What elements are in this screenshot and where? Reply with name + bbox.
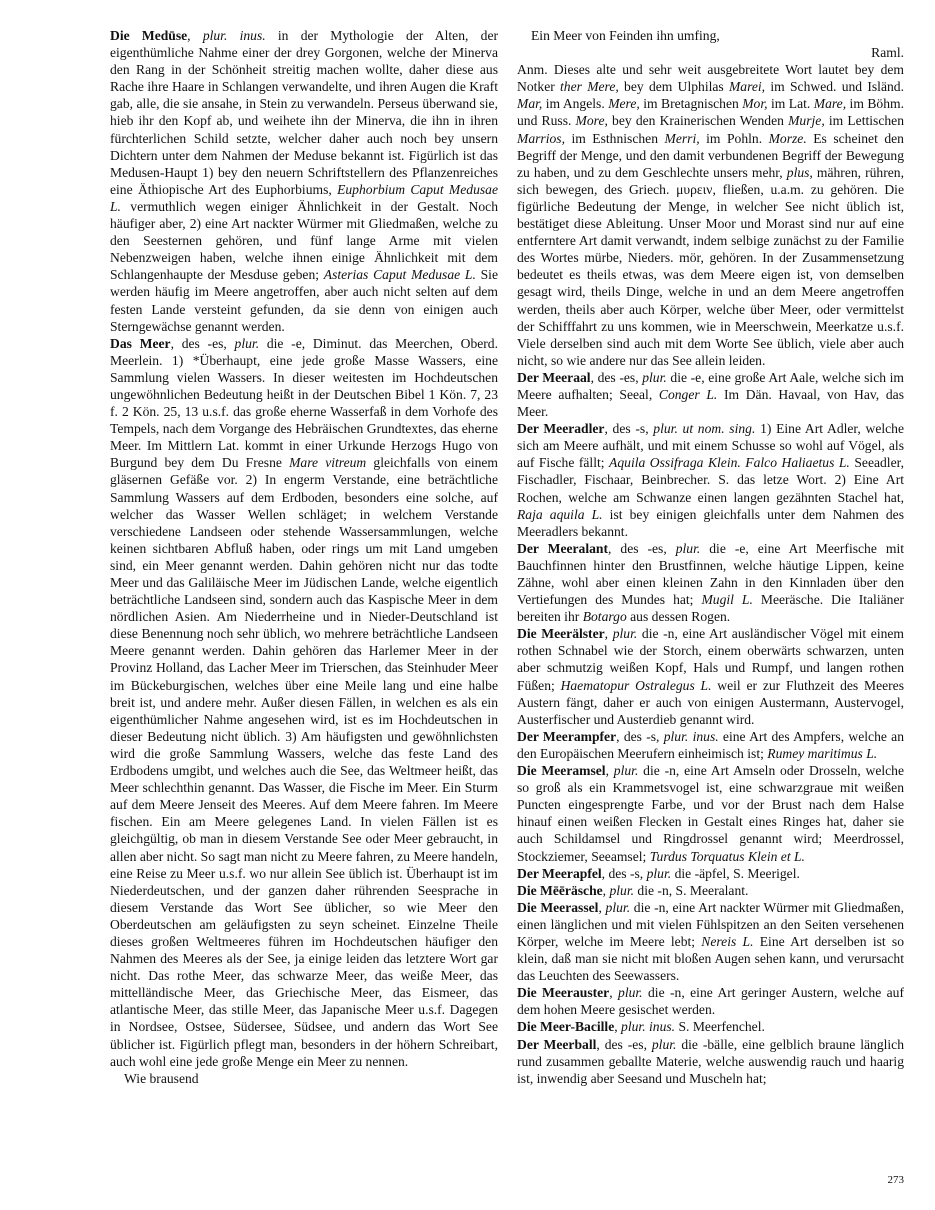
entry-meerball — [517, 1036, 904, 1087]
entry-meerapfel — [517, 865, 904, 882]
entry-text: im Bretagnischen — [639, 96, 743, 112]
entry-italic: plur. — [605, 899, 631, 915]
entry-text: die -n, eine Art geringer Austern, welche auf dem hohen Meere gesischet werden. — [517, 985, 905, 1018]
entry-meerampfer — [517, 728, 904, 762]
page-number: 273 — [887, 1174, 904, 1186]
entry-italic: plur. — [609, 882, 635, 898]
entry-text: im Lettischen — [824, 113, 904, 129]
entry-italic: ther Mere, — [560, 79, 619, 95]
entry-text: weil er zur Fluthzeit des Meeres Austern fängt, daher er auch von einigen Austermann, Austervogel, Austerfischer und Austerdieb genannt wird. — [517, 677, 904, 727]
entry-text: die -bälle, eine gelblich braune länglich rund zusammen geballte Materie, welche auswendig rauch und haarig ist, inwendig aber Seesand und Muscheln hat; — [517, 1036, 904, 1086]
entry-text: die -n, S. Meeralant. — [634, 882, 749, 898]
entry-italic: plur. ut nom. sing. — [653, 421, 756, 437]
entry-text: im Pohln. — [699, 130, 769, 146]
entry-text: , des -es, — [596, 1036, 652, 1052]
entry-text: , des -es, — [608, 540, 676, 556]
quote-line: Ein Meer von Feinden ihn umfing, — [531, 28, 720, 43]
entry-meerauster — [517, 984, 904, 1018]
headword: Der Meeraal — [517, 369, 591, 385]
entry-italic: Mor, — [742, 96, 768, 112]
entry-text: mähren, rühren, sich bewegen, des Griech. μυρειν, fließen, u.a.m. zu gehören. Die figürliche Bedeutung der Menge, in welcher See nicht üblich ist, bestätiget diese Ableitung. Unser Moor und Morast sind nur auf eine entferntere Art damit verwandt, indem selbige zunächst zu der Familie des Wortes mürbe, Nieders. mör, gehören. In der Zusammensetzung bedeutet es theils etwas, was dem Meere eigen ist, von demselben gesagt wird, theils Dinge, welche in und an dem Meere angetroffen werden, theils aber auch Körper, welche über Meer, oder vermittelst der Schifffahrt zu uns kommen, wie in Meerschwein, Meerkatze u.s.f. Viele derselben sind auch mit dem Worte See üblich, viele aber auch nicht, so wie andere nur das See allein leiden. — [517, 164, 904, 368]
entry-text: , des -s, — [616, 728, 664, 744]
entry-text: ist bey einigen gleichfalls unter dem Nahmen des Meeradlers bekannt. — [517, 506, 904, 539]
entry-text: aus dessen Rogen. — [626, 609, 731, 625]
entry-text: 1) Eine Art Adler, welche sich am Meere aufhält, und mit einem Schusse so wohl auf Vögel, als auf Fische fällt; — [517, 421, 904, 471]
entry-italic: Rumey maritimus L. — [767, 745, 878, 761]
entry-meer — [110, 335, 498, 1070]
entry-italic: Haematopur Ostralegus L. — [560, 677, 712, 693]
entry-italic: Botargo — [582, 609, 627, 625]
entry-text: , — [602, 882, 610, 898]
entry-text: Sie werden häufig im Meere angetroffen, aber auch nicht selten auf dem festen Lande versteint gefunden, da sie denn von einigen auch Sterngewächse genannt werden. — [110, 267, 498, 334]
entry-italic: Mare, — [813, 96, 847, 112]
headword: Die Meer-Bacille — [517, 1019, 615, 1035]
headword: Der Meerampfer — [517, 728, 617, 744]
entry-text: gleichfalls von einem gläsernen Gefäße vor. 2) In engerm Verstande, eine beträchtliche Sammlung Wassers auf dem Erdboden, besonders eine solche, auf welcher das Wasser Wellen schläget; in welchem Verstande verschiedene Landseen oder stehende Wassersammlungen, welche keinen sichtbaren Abfluß haben, oder rings um mit Land umgeben sind, ein Meer genannt werden. Dahin gehören nicht nur das todte Meer und das Galiläische Meer im Jüdischen Lande, welche eigentlich beträchtliche Landseen sind, sondern auch das Kaspische Meer in dem nördlichen Asien. Am Niederrheine und in Nieder-Deutschland ist diese Benennung noch sehr üblich, wo mehrere beträchtliche Landseen Meere genannt werden. Dahin gehören das Harlemer Meer in der Provinz Holland, das Lacher Meer im Trierschen, das Steinhuder Meer im Bückeburgischen, welches über eine Meile lang und eine halbe breit ist, und andere mehr. Außer diesen Fällen, in welchen es als ein eigenthümlicher Nahme angesehen wird, ist es im Hochdeutschen in dieser Bedeutung nicht üblich. 3) Am häufigsten und gewöhnlichsten wird die große Sammlung Wassers, welche das feste Land des Erdbodens umgibt, und welches auch die See, das Weltmeer heißt, das Meer schlechthin genannt. Das Wasser, die Fische im Meer. Ein Sturm auf dem Meere Jenseit des Meeres. Auf dem Meere fahren. Im Meere fischen. Ein am Meere gelegenes Land. In vielen Fällen ist es gleichgültig, ob man in diesem Verstande See oder Meer gebraucht, in allen aber nicht. So sagt man nicht zu Meere fahren, zu Meere handeln, eine Reise zu Meer u.s.f. wo nur allein See üblich ist. Überhaupt ist im Niederdeutschen, und der ganzen daher rührenden Seesprache in diesem Verstande das Wort See üblicher, so wie Meer den Oberdeutschen am geläufigsten zu seyn scheinet. Einzelne Theile dieses großen Weltmeeres führen im Hochdeutschen häufiger den Nahmen des Meeres als der See, ja einige leiden das letztere Wort gar nicht. Das rothe Meer, das schwarze Meer, das weiße Meer, das mittelländische Meer, das Griechische Meer, das Eismeer, das atlantische Meer, das stille Meer, das Japanische Meer u.s.f. Dagegen in Nordsee, Ostsee, Südersee, Südsee, und andern das Wort See üblicher ist. Figürlich pflegt man, besonders in der höhern Schreibart, auch wohl eine jede große Menge ein Meer zu nennen. — [110, 455, 499, 1069]
entry-text: die -e, eine Art Meerfische mit Bauchfinnen hinter den Brustfinnen, welche häutige Lippen, keine Zähne, wohl aber einen kleinen Zahn in den Kinnladen über den Vertiefungen des Mundes hat; — [517, 540, 904, 608]
quote-author: Raml. — [871, 45, 904, 61]
entry-text: Anm. Dieses alte und sehr weit ausgebreitete Wort lautet bey dem Notker — [517, 62, 904, 95]
headword: Der Meerapfel — [517, 865, 602, 881]
entry-meerbacille — [517, 1018, 904, 1035]
entry-meeralant — [517, 540, 904, 625]
entry-text: Meeräsche. Die Italiäner bereiten ihr — [517, 592, 905, 625]
entry-text: bey den Krainerischen Wenden — [607, 113, 789, 129]
entry-text: , des -es, — [170, 335, 235, 351]
entry-text: Eine Art derselben ist so klein, daß man sie nicht mit bloßen Augen sehen kann, und verursacht das Leuchten des Seewassers. — [517, 933, 905, 984]
entry-text: , — [187, 28, 203, 43]
entry-italic: Aquila Ossifraga Klein. Falco Haliaetus L. — [609, 455, 850, 471]
entry-italic: plur. — [613, 763, 639, 779]
entry-meduse — [110, 27, 498, 335]
entry-text: die -e, eine große Art Aale, welche sich im Meere aufhalten; Seeal, — [517, 369, 905, 402]
entry-text: , — [604, 626, 613, 642]
entry-text: , — [614, 1019, 622, 1035]
entry-text: , des -s, — [601, 865, 647, 881]
entry-italic: Mugil L. — [701, 592, 753, 608]
entry-text: eine Art des Ampfers, welche an den Europäischen Meerufern einheimisch ist; — [517, 728, 905, 761]
headword: Der Meeralant — [517, 540, 609, 556]
entry-meerassel — [517, 899, 904, 984]
entry-text: die -n, eine Art nackter Würmer mit Gliedmaßen, einen länglichen und mit vielen Fühlspitzen an den Seiten versehenen Körper, welche im Meere lebt; — [517, 899, 905, 949]
headword: Die Meeramsel — [517, 763, 606, 779]
entry-anmerkung — [517, 61, 904, 369]
headword: Das Meer — [110, 335, 171, 351]
entry-italic: Marei, — [728, 79, 766, 95]
entry-text: die -n, eine Art ausländischer Vögel mit einem rothen Schnabel wie der Storch, einem oberwärts schwarzen, unten aber schmutzig weißen Kopf, Hals und Rumpf, und langen rothen Füßen; — [517, 626, 905, 693]
entry-text: , — [598, 899, 606, 915]
entry-text: Seeadler, Fischadler, Fischaar, Beinbrecher. S. das letze Wort. 2) Eine Art Rochen, welche am Schwanze einen langen gezähnten Stachel hat, — [517, 455, 904, 505]
entry-text: Im Dän. Havaal, von Hav, das Meer. — [517, 386, 904, 420]
entry-text: S. Meerfenchel. — [675, 1019, 765, 1035]
entry-text: im Schwed. und Isländ. — [765, 79, 904, 95]
entry-italic: Euphorbium Caput Medusae L. — [110, 181, 498, 214]
headword: Die Meerassel — [517, 899, 599, 915]
entry-italic: plur. — [618, 985, 643, 1001]
entry-italic: Morze. — [768, 130, 807, 146]
entry-italic: plur. — [675, 540, 701, 556]
entry-italic: plur. inus. — [663, 728, 719, 744]
entry-italic: Merri, — [664, 130, 700, 146]
entry-text: im Lat. — [767, 96, 814, 112]
entry-italic: plur. — [612, 626, 638, 642]
entry-italic: Mar, — [517, 96, 543, 112]
entry-meeraesche — [517, 882, 904, 899]
quote-line: Wie brausend — [124, 1070, 199, 1086]
headword: Die Meerauster — [517, 985, 610, 1001]
entry-text: die -e, Diminut. das Meerchen, Oberd. Meerlein. 1) *Überhaupt, eine jede große Masse Wassers, eine Sammlung vielen Wassers. In dieser weitesten im Hochdeutschen ungewöhnlichen Bedeutung heißt in der Deutschen Bibel 1 Kön. 7, 23 f. 2 Kön. 25, 13 u.s.f. das große eherne Wasserfaß in dem Vorhofe des Tempels, nach dem Vorgange des Hebräischen Grundtextes, das eherne Meer. Im Mittlern Lat. kommt in einer Urkunde Herzogs Hugo von Burgund bey dem Du Fresne — [110, 335, 499, 471]
entry-italic: plur. — [642, 369, 667, 385]
entry-text: die -äpfel, S. Meerigel. — [671, 865, 800, 881]
entry-italic: plur. — [234, 335, 260, 351]
entry-italic: Marrios, — [517, 130, 565, 146]
headword: Der Meerball — [517, 1036, 597, 1052]
right-column — [517, 27, 904, 1087]
entry-text: im Angels. — [542, 96, 609, 112]
headword: Die Medūse — [110, 28, 188, 43]
entry-italic: More, — [575, 113, 608, 129]
headword: Die Meerälster — [517, 626, 605, 642]
entry-text: vermuthlich wegen einiger Ähnlichkeit in der Gestalt. Noch häufiger aber, 2) eine Art nackter Würmer mit Gliedmaßen, welche zu den Seesternen gehören, und fünf lange Arme mit vielen Nebenzweigen haben, welche ihnen einige Ähnlichkeit mit dem Schlangenhaupte der Mesduse geben; — [110, 198, 498, 283]
entry-italic: Asterias Caput Medusae L. — [323, 267, 476, 283]
entry-text: , des -s, — [604, 421, 654, 437]
entry-italic: Mere, — [608, 96, 640, 112]
entry-italic: Turdus Torquatus Klein et L. — [649, 848, 805, 864]
entry-italic: plus, — [786, 164, 813, 180]
left-column — [110, 27, 498, 1087]
entry-italic: Murje, — [788, 113, 825, 129]
entry-text: im Esthnischen — [564, 130, 665, 146]
entry-italic: plur. inus. — [621, 1019, 676, 1035]
entry-italic: Conger L. — [658, 386, 718, 402]
entry-italic: Nereis L. — [701, 933, 754, 949]
entry-italic: Mare vitreum — [289, 455, 367, 471]
entry-meeramsel — [517, 762, 904, 865]
entry-italic: plur. inus. — [202, 28, 266, 43]
entry-text: im Böhm. und Russ. — [517, 96, 904, 129]
entry-text: die -n, eine Art Amseln oder Drosseln, welche so groß als ein Krammetsvogel ist, eine schwarzgraue mit weißen Puncten eingesprengte Farbe, und vor der Brust nach dem Halse hinauf einen weißen Flecken in Gestalt eines Ringes hat, daher sie auch Schildamsel und Ringdrossel genannt wird; Meerdrossel, Stockziemer, Seeamsel; — [517, 763, 905, 864]
entry-text: bey dem Ulphilas — [618, 79, 729, 95]
entry-meeradler — [517, 420, 904, 540]
headword: Der Meeradler — [517, 421, 605, 437]
entry-italic: Raja aquila L. — [517, 506, 603, 522]
entry-text: Es scheinet den Begriff der Menge, und den damit verbundenen Begriff der Bewegung zu haben, und zu dem Geschlechte unsers mehr, — [517, 130, 904, 180]
entry-text: in der Mythologie der Alten, der eigenthümliche Nahme einer der drey Gorgonen, welche der Minerva den Rang in der Schönheit streitig machen wollte, daher diese aus Rache ihre Haare in Schlangen verwandelte, und ihren Augen die Kraft gab, alle, die sie ansahe, in Stein zu verwandeln. Perseus überwand sie, hieb ihr den Kopf ab, und weihete ihn der Minerva, die ihn in ihren fürchterlichen Schild setzte, welcher daher auch noch bey unsern Dichtern unter dem Nahmen der Meduse bekannt ist. Figürlich ist das Medusen-Haupt 1) bey den neuern Schriftstellern des Pflanzenreiches eine Äthiopische Art des Euphorbiums, — [110, 28, 499, 197]
entry-text: , des -es, — [590, 369, 643, 385]
entry-meeraal — [517, 369, 904, 420]
entry-italic: plur. — [651, 1036, 677, 1052]
entry-italic: plur. — [646, 865, 672, 881]
headword: Die Mēēräsche — [517, 882, 603, 898]
entry-text: , — [605, 763, 614, 779]
entry-text: , — [609, 985, 619, 1001]
entry-meeraelster — [517, 625, 904, 728]
